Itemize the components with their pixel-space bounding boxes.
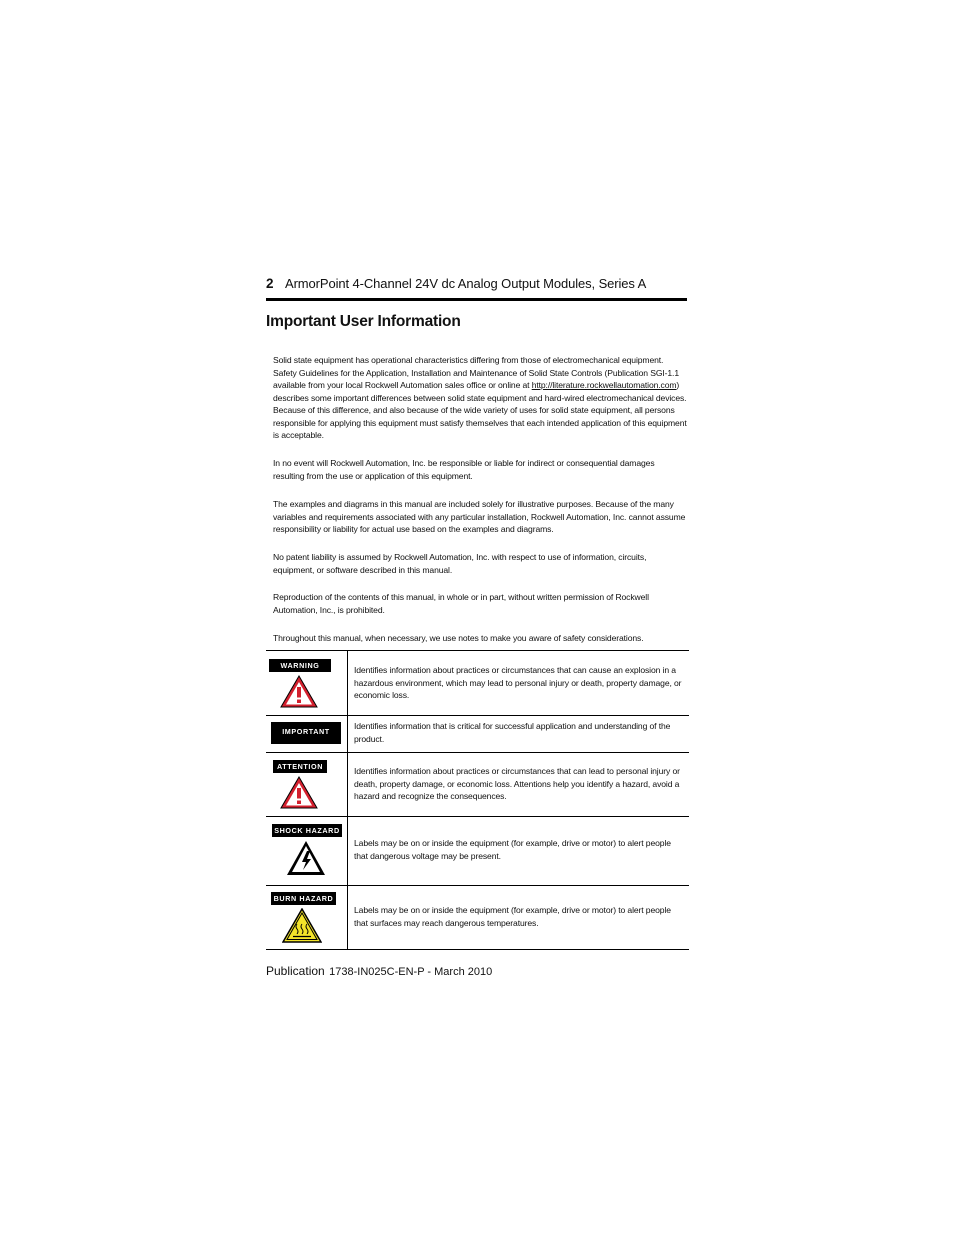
paragraph-examples: The examples and diagrams in this manual are included solely for illustrative purposes. Because of the many variables and requirements associated with any particular installation, Rockwell Automation, Inc. cannot assume responsibility or liability for actual use based on the examples and diagrams.: [273, 499, 686, 534]
important-description: Identifies information that is critical for successful application and understanding of the product.: [348, 716, 690, 753]
paragraph-liability: In no event will Rockwell Automation, Inc. be responsible or liable for indirect or consequential damages resulting from the use or application of this equipment.: [273, 458, 655, 481]
safety-notes-table: [266, 650, 689, 950]
note-icon-cell: [266, 651, 348, 716]
warning-label: WARNING: [269, 659, 331, 672]
hot-surface-icon: [282, 908, 322, 944]
header-rule: [266, 298, 687, 301]
note-row-important: [266, 716, 689, 753]
note-row-burn-hazard: [266, 886, 689, 950]
note-icon-cell: [266, 716, 348, 753]
note-icon-cell: [266, 886, 348, 950]
paragraph-reproduction: Reproduction of the contents of this manual, in whole or in part, without written permission of Rockwell Automation, Inc., is prohibited.: [273, 592, 649, 615]
note-row-attention: [266, 753, 689, 817]
running-header: [266, 276, 687, 298]
note-icon-cell: [266, 817, 348, 886]
publication-label: Publication: [266, 964, 325, 978]
paragraph-patent: No patent liability is assumed by Rockwell Automation, Inc. with respect to use of information, circuits, equipment, or software described in this manual.: [273, 552, 647, 575]
attention-label: ATTENTION: [273, 760, 327, 773]
publication-number: 1738-IN025C-EN-P - March 2010: [329, 966, 493, 978]
literature-link[interactable]: http://literature.rockwellautomation.com: [531, 380, 677, 390]
paragraph-solid-state: [273, 354, 688, 442]
important-label: IMPORTANT: [271, 722, 341, 744]
attention-description: Identifies information about practices or circumstances that can lead to personal injury or death, property damage, or economic loss. Attentions help you identify a hazard, avoid a hazard and recognize the consequences.: [348, 753, 690, 817]
shock-hazard-description: Labels may be on or inside the equipment (for example, drive or motor) to alert people that dangerous voltage may be present.: [348, 817, 690, 886]
burn-hazard-description: Labels may be on or inside the equipment (for example, drive or motor) to alert people that surfaces may reach dangerous temperatures.: [348, 886, 690, 950]
attention-triangle-icon: [279, 775, 319, 810]
page-footer: [266, 962, 492, 980]
document-title: ArmorPoint 4-Channel 24V dc Analog Output Modules, Series A: [285, 276, 647, 291]
lightning-bolt-icon: [286, 840, 326, 877]
paragraph-text: Solid state equipment has operational characteristics differing from those of electromechanical equipment. Safety Guidelines for the Application, Installation and Maintenance of Solid State Controls (Publication SGI-1.1 available from your local Rockwell Automation sales office or online at: [273, 355, 679, 390]
shock-hazard-label: SHOCK HAZARD: [272, 824, 342, 837]
warning-triangle-icon: [279, 674, 319, 709]
note-icon-cell: [266, 753, 348, 817]
warning-description: Identifies information about practices or circumstances that can cause an explosion in a hazardous environment, which may lead to personal injury or death, property damage, or economic loss.: [348, 651, 690, 716]
burn-hazard-label: BURN HAZARD: [271, 892, 336, 905]
note-row-shock-hazard: [266, 817, 689, 886]
paragraph-notes-intro: Throughout this manual, when necessary, we use notes to make you aware of safety considerations.: [273, 633, 644, 643]
page-number: 2: [266, 276, 274, 291]
paragraph-text: ) describes some important differences between solid state equipment and hard-wired electromechanical devices. Because of this difference, and also because of the wide variety of uses for solid state equipment, all persons responsible for applying this equipment must satisfy themselves that each intended application of this equipment is acceptable.: [273, 380, 687, 440]
section-title: Important User Information: [266, 313, 461, 330]
note-row-warning: [266, 651, 689, 716]
